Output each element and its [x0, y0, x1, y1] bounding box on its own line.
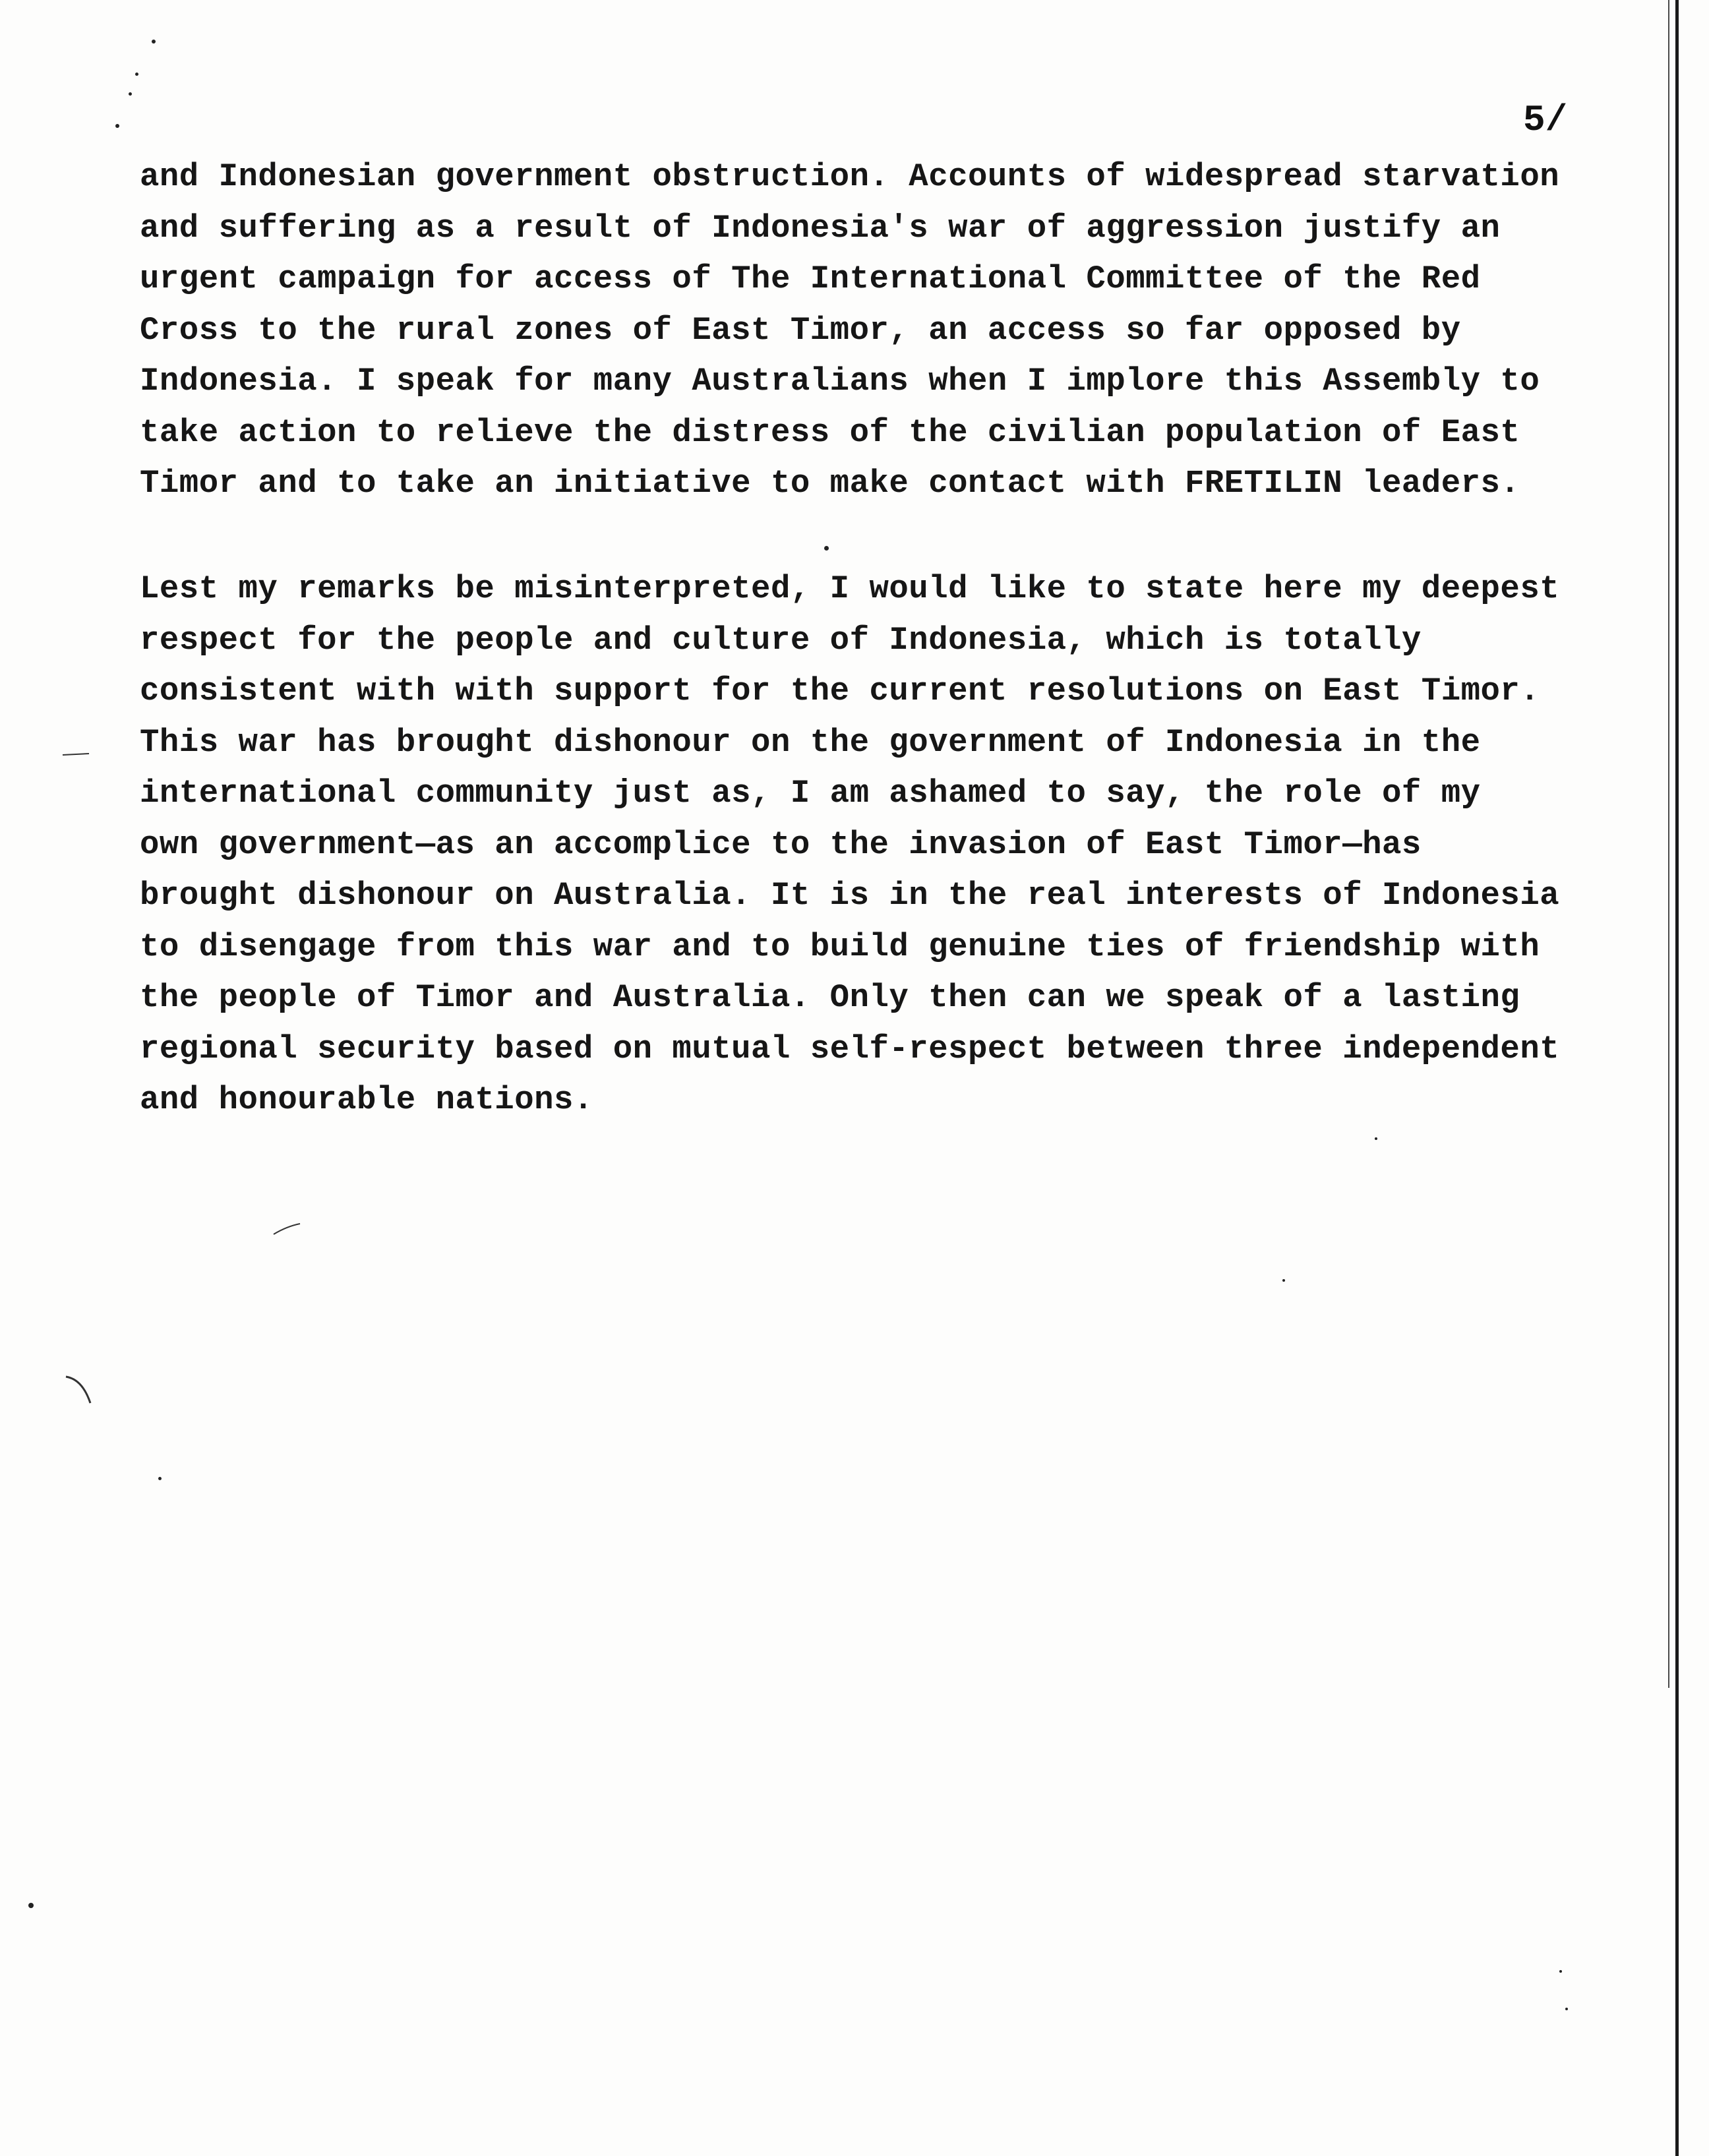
margin-mark — [59, 748, 99, 762]
scan-speck — [28, 1903, 34, 1908]
text-line: and Indonesian government obstruction. Accounts of widespread starvation — [140, 158, 1560, 195]
scan-speck — [129, 92, 132, 96]
scan-speck — [152, 40, 156, 44]
scan-speck — [1375, 1137, 1377, 1140]
text-line: and honourable nations. — [140, 1081, 593, 1118]
scan-speck — [1282, 1279, 1285, 1282]
text-line: urgent campaign for access of The International Committee of the Red — [140, 260, 1481, 297]
text-line: consistent with with support for the current resolutions on East Timor. — [140, 673, 1540, 709]
paragraph-1 — [140, 152, 1623, 510]
margin-mark — [63, 1371, 102, 1411]
text-line: Timor and to take an initiative to make contact with FRETILIN leaders. — [140, 465, 1520, 502]
text-line: Lest my remarks be misinterpreted, I would like to state here my deepest — [140, 570, 1560, 607]
text-line: Cross to the rural zones of East Timor, an access so far opposed by — [140, 311, 1461, 349]
text-line: own government—as an accomplice to the invasion of East Timor—has — [140, 825, 1422, 863]
page-number: 5/ — [1523, 99, 1568, 141]
text-line: and suffering as a result of Indonesia's war of aggression justify an — [140, 209, 1501, 247]
scan-speck — [135, 73, 138, 76]
text-line: respect for the people and culture of Indonesia, which is totally — [140, 621, 1422, 659]
scan-speck — [824, 546, 829, 551]
text-line: This war has brought dishonour on the government of Indonesia in the — [140, 723, 1481, 761]
margin-mark — [270, 1220, 310, 1240]
scan-speck — [158, 1477, 162, 1480]
text-line: the people of Timor and Australia. Only then can we speak of a lasting — [140, 979, 1520, 1016]
scan-speck — [115, 124, 119, 128]
text-line: regional security based on mutual self-respect between three independent — [140, 1030, 1560, 1067]
text-line: to disengage from this war and to build genuine ties of friendship with — [140, 928, 1540, 965]
scan-speck — [1565, 2008, 1568, 2010]
page-edge-border — [1675, 0, 1679, 2156]
paragraph-2 — [140, 564, 1623, 1126]
scan-speck — [1559, 1970, 1562, 1973]
page-edge-shadow — [1668, 0, 1669, 1688]
text-line: brought dishonour on Australia. It is in the real interests of Indonesia — [140, 877, 1560, 914]
text-line: international community just as, I am ashamed to say, the role of my — [140, 775, 1481, 812]
text-line: take action to relieve the distress of the civilian population of East — [140, 413, 1520, 451]
text-line: Indonesia. I speak for many Australians when I implore this Assembly to — [140, 363, 1540, 400]
